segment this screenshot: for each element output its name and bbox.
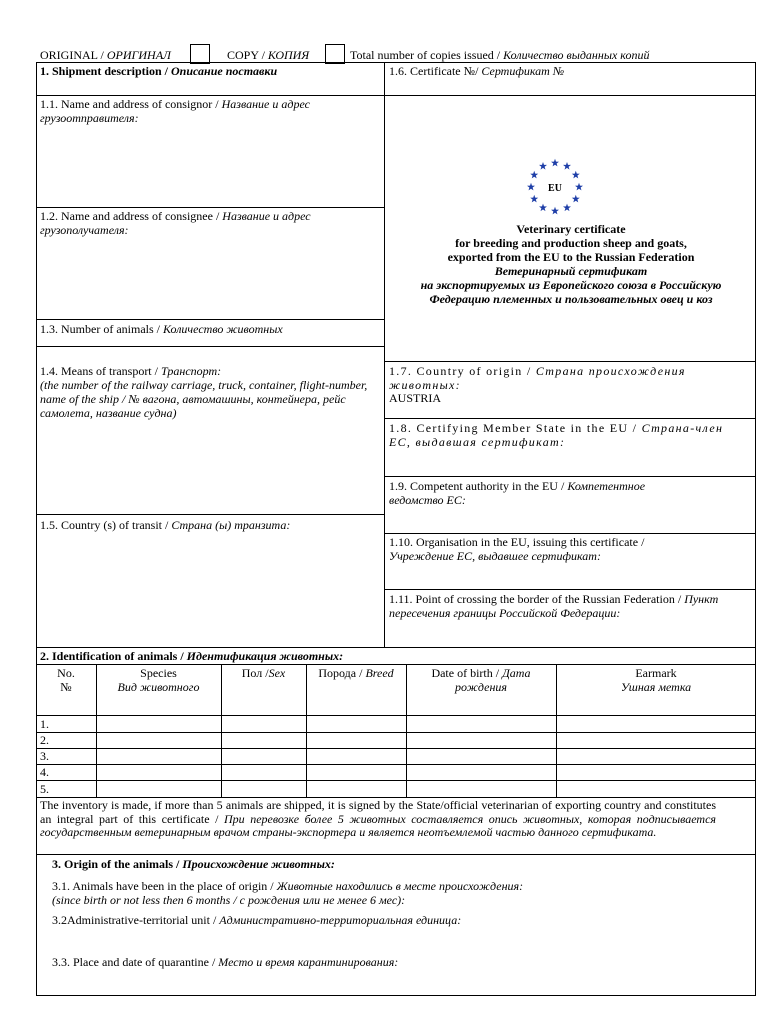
eu-star-icon [539,204,547,212]
consignee-field[interactable]: 1.2. Name and address of consignee / Название и адрес грузополучателя: [40,209,311,237]
place-of-origin-note: (since birth or not less then 6 months / с рождения или не менее 6 мес): [52,893,406,907]
transit-countries-field[interactable]: 1.5. Country (s) of transit / Страна (ы) транзита: [40,518,291,532]
eu-flag-emblem [524,157,586,217]
eu-star-icon [530,195,538,203]
section1-title: 1. Shipment description / Описание поставки [40,64,278,78]
competent-authority-field[interactable]: 1.9. Competent authority in the EU / Компетентное ведомство ЕС: [389,479,646,507]
eu-label: EU [548,183,562,194]
copy-checkbox[interactable] [325,44,345,64]
col-header-earmark: Earmark Ушная метка [620,666,692,694]
transport-field[interactable]: 1.4. Means of transport / Транспорт: (the number of the railway carriage, truck, container, flight-number, name of the ship / № вагона, автомашины, контейнера, рейс самолета, название судна) [40,364,368,420]
col-header-sex: Пол /Sex [241,666,286,680]
quarantine-field[interactable]: 3.3. Place and date of quarantine / Место и время карантинирования: [52,955,399,969]
total-copies-label: Total number of copies issued / Количество выданных копий [350,48,650,62]
inventory-note: The inventory is made, if more than 5 animals are shipped, it is signed by the State/official veterinarian of exporting country and constitutes an integral part of this certificate / При перевозке более 5 животных составляется опись животных, которая подписывается государственным ветеринарным врачом страны-экспортера и является неотъемлемой частью данного сертификата. [40,798,716,839]
eu-star-icon [563,162,571,170]
section2-title: 2. Identification of animals / Идентификация животных: [40,649,344,663]
certifying-member-state-field[interactable]: 1.8. Certifying Member State in the EU / Страна-член ЕС, выдавшая сертификат: [389,421,724,449]
eu-star-icon [572,171,580,179]
col-header-species: Species Вид животного [117,666,200,694]
original-checkbox[interactable] [190,44,210,64]
certificate-number-field[interactable]: 1.6. Certificate №/ Сертификат № [389,64,565,78]
table-row[interactable]: 3. [40,749,49,763]
certificate-title: Veterinary certificate for breeding and production sheep and goats, exported from the EU to the Russian Federation Ветеринарный сертификат на экспортируемых из Европейского союза в Российскую Федерацию племенных и пользовательных овец и коз [420,222,722,306]
col-header-date-of-birth: Date of birth / Дата рождения [431,666,531,694]
number-of-animals-field[interactable]: 1.3. Number of animals / Количество животных [40,322,283,336]
eu-star-icon [530,171,538,179]
col-header-no: No. № [57,666,75,694]
table-row[interactable]: 1. [40,717,49,731]
issuing-organisation-field[interactable]: 1.10. Organisation in the EU, issuing this certificate / Учреждение ЕС, выдавшее сертификат: [389,535,645,563]
transport-note: (the number of the railway carriage, truck, container, flight-number, name of the ship / № вагона, автомашины, контейнера, рейс самолета, название судна) [40,378,368,420]
original-label: ORIGINAL / ОРИГИНАЛ [40,48,171,62]
table-row[interactable]: 2. [40,733,49,747]
eu-star-icon [551,159,559,167]
copy-label: COPY / КОПИЯ [227,48,310,62]
administrative-unit-field[interactable]: 3.2Administrative-territorial unit / Административно-территориальная единица: [52,913,462,927]
table-row[interactable]: 5. [40,782,49,796]
place-of-origin-field[interactable]: 3.1. Animals have been in the place of origin / Животные находились в месте происхождения: [52,879,524,893]
country-of-origin-field[interactable]: 1.7. Country of origin / Страна происхождения животных: [389,364,686,392]
eu-star-icon [563,204,571,212]
eu-star-icon [539,162,547,170]
table-row[interactable]: 4. [40,765,49,779]
eu-star-icon [551,207,559,215]
consignor-field[interactable]: 1.1. Name and address of consignor / Название и адрес грузоотправителя: [40,97,310,125]
eu-star-icon [572,195,580,203]
country-of-origin-value: AUSTRIA [389,391,442,405]
eu-star-icon [575,183,583,191]
eu-star-icon [527,183,535,191]
col-header-breed: Порода / Breed [318,666,394,680]
border-crossing-field[interactable]: 1.11. Point of crossing the border of the Russian Federation / Пункт пересечения границы Российской Федерации: [389,592,719,620]
section3-title: 3. Origin of the animals / Происхождение животных: [52,857,335,871]
